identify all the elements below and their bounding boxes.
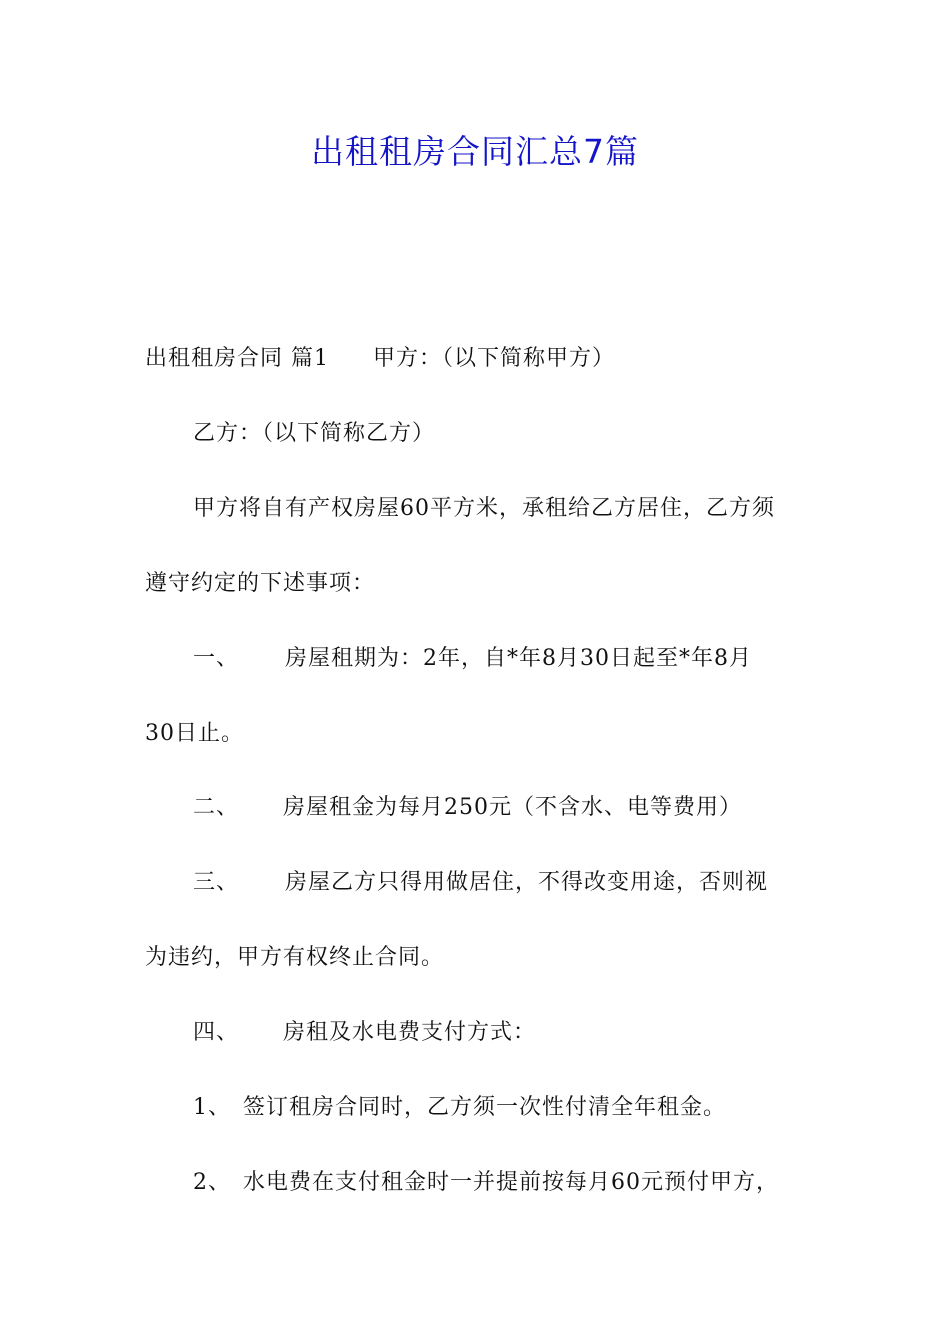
clause-text: 房屋租金为每月250元（不含水、电等费用）	[283, 795, 743, 820]
clause-line	[193, 793, 742, 823]
section-heading: 出租租房合同 篇1	[145, 346, 329, 371]
clause-number: 四、	[193, 1020, 240, 1045]
sub-clause-number: 2、	[193, 1170, 231, 1195]
sub-clause-line	[193, 1093, 726, 1123]
document-title: 出租租房合同汇总7篇	[311, 132, 639, 171]
paragraph-line	[145, 569, 375, 599]
sub-clause-text: 水电费在支付租金时一并提前按每月60元预付甲方，	[243, 1170, 779, 1195]
paragraph-line	[193, 494, 775, 524]
clause-text: 房屋乙方只得用做居住，不得改变用途，否则视	[285, 870, 769, 895]
paragraph-text: 30日止。	[145, 721, 244, 746]
sub-clause-line	[193, 1168, 779, 1198]
paragraph-heading-line	[145, 344, 615, 374]
clause-text: 房屋租期为：2年，自*年8月30日起至*年8月	[285, 646, 753, 671]
clause-line	[193, 1018, 536, 1048]
sub-clause-number: 1、	[193, 1095, 231, 1120]
paragraph-line	[145, 943, 444, 973]
clause-number: 二、	[193, 795, 240, 820]
party-b-line	[193, 419, 435, 449]
paragraph-line	[145, 719, 244, 749]
paragraph-text: 遵守约定的下述事项：	[145, 571, 376, 596]
clause-number: 一、	[193, 646, 240, 671]
party-a-label: 甲方：（以下简称甲方）	[373, 346, 616, 371]
clause-line	[193, 868, 768, 898]
paragraph-text: 甲方将自有产权房屋60平方米，承租给乙方居住，乙方须	[193, 496, 775, 521]
sub-clause-text: 签订租房合同时，乙方须一次性付清全年租金。	[243, 1095, 727, 1120]
clause-number: 三、	[193, 870, 240, 895]
clause-line	[193, 644, 752, 674]
party-b-label: 乙方：（以下简称乙方）	[193, 421, 436, 446]
clause-text: 房租及水电费支付方式：	[283, 1020, 537, 1045]
paragraph-text: 为违约，甲方有权终止合同。	[145, 945, 445, 970]
